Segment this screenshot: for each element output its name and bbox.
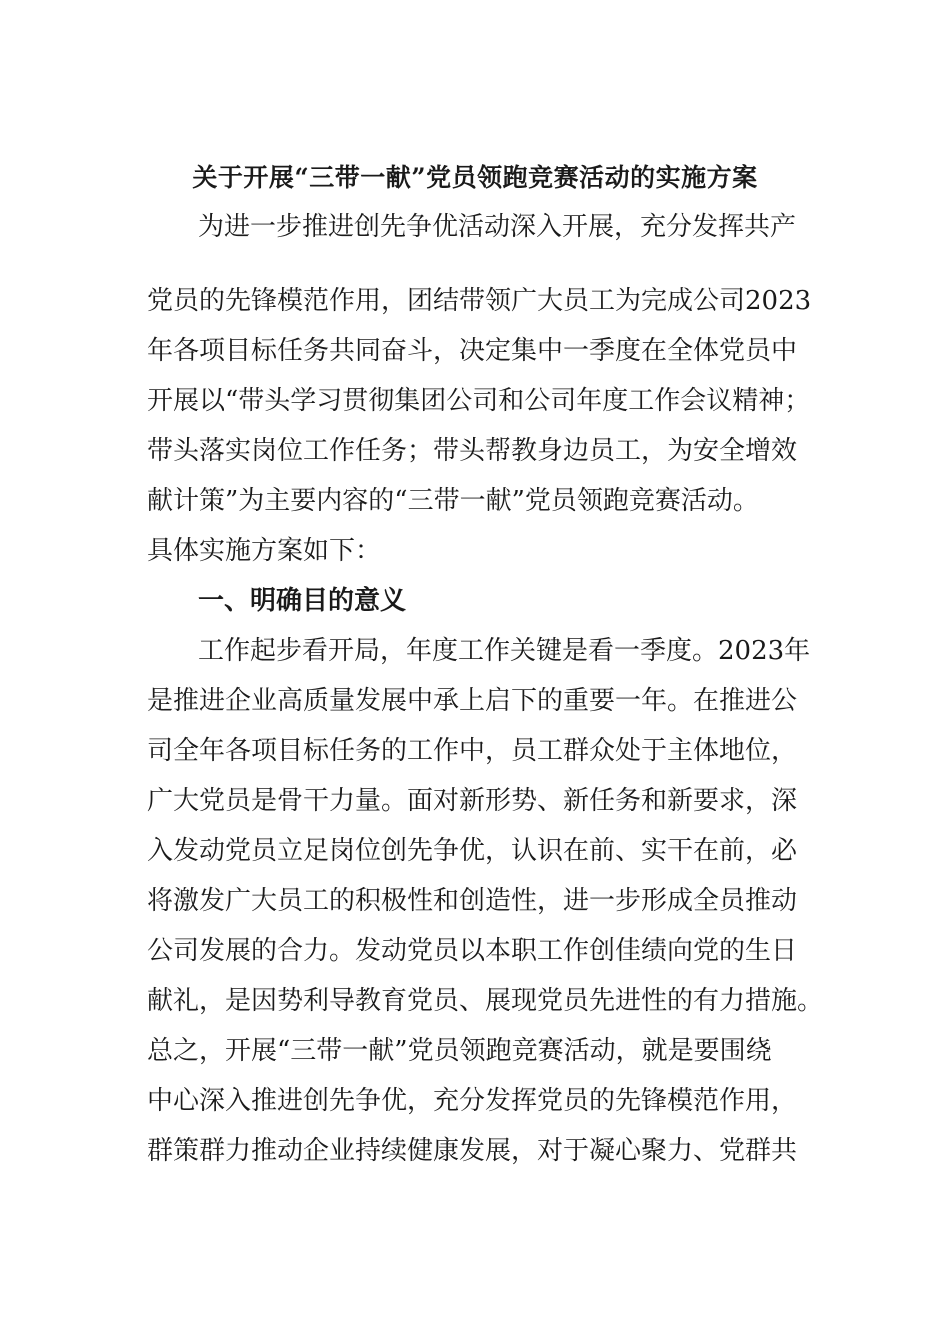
paragraph-1-line: 具体实施方案如下：: [147, 536, 382, 566]
document-title: 关于开展“三带一献”党员领跑竞赛活动的实施方案: [192, 163, 758, 192]
paragraph-2-line: 司全年各项目标任务的工作中，员工群众处于主体地位，: [147, 736, 798, 766]
paragraph-2-line: 献礼，是因势利导教育党员、展现党员先进性的有力措施。: [147, 986, 824, 1016]
paragraph-2-line: 公司发展的合力。发动党员以本职工作创佳绩向党的生日: [147, 936, 798, 966]
paragraph-2-line: 是推进企业高质量发展中承上启下的重要一年。在推进公: [147, 686, 798, 716]
paragraph-2-line: 总之，开展“三带一献”党员领跑竞赛活动，就是要围绕: [147, 1036, 772, 1066]
paragraph-2-line: 中心深入推进创先争优，充分发挥党员的先锋模范作用，: [147, 1086, 798, 1116]
paragraph-2-line: 入发动党员立足岗位创先争优，认识在前、实干在前，必: [147, 836, 798, 866]
paragraph-2-line: 将激发广大员工的积极性和创造性，进一步形成全员推动: [147, 886, 798, 916]
paragraph-1-line: 年各项目标任务共同奋斗，决定集中一季度在全体党员中: [147, 336, 798, 366]
section-heading: 一、明确目的意义: [198, 586, 407, 616]
paragraph-1-line: 带头落实岗位工作任务；带头帮教身边员工，为安全增效: [147, 436, 798, 466]
paragraph-2-line: 工作起步看开局，年度工作关键是看一季度。2023年: [198, 636, 811, 666]
paragraph-1-line: 开展以“带头学习贯彻集团公司和公司年度工作会议精神；: [147, 386, 811, 416]
paragraph-2-line: 广大党员是骨干力量。面对新形势、新任务和新要求，深: [147, 786, 798, 816]
paragraph-1-line: 为进一步推进创先争优活动深入开展，充分发挥共产: [198, 212, 797, 242]
paragraph-1-line: 献计策”为主要内容的“三带一献”党员领跑竞赛活动。: [147, 486, 759, 516]
paragraph-2-line: 群策群力推动企业持续健康发展，对于凝心聚力、党群共: [147, 1136, 798, 1166]
paragraph-1-line: 党员的先锋模范作用，团结带领广大员工为完成公司2023: [147, 286, 812, 316]
